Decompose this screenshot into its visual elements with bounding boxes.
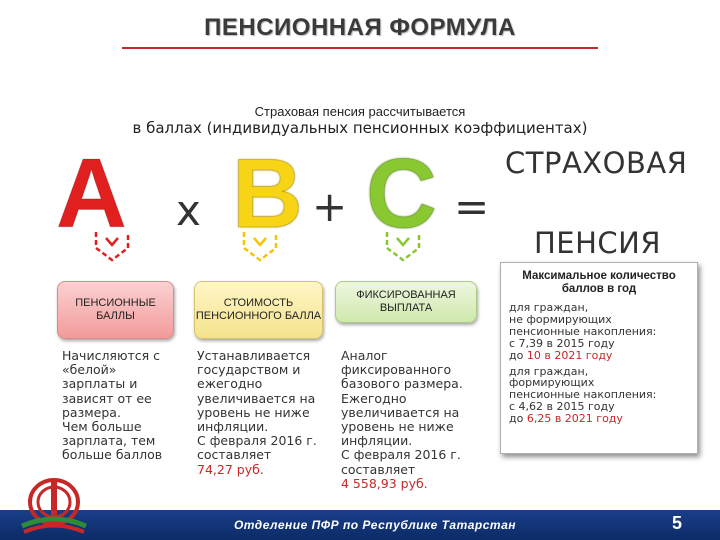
desc-line: государством и [197,362,301,378]
pfr-logo-icon [18,472,90,536]
page-title: ПЕНСИОННАЯ ФОРМУЛА [204,14,516,41]
info-line-highlight [509,413,693,425]
description-pension-points [62,349,182,463]
subtitle-line-1: Страховая пенсия рассчитывается [254,104,466,119]
desc-line: Ежегодно [341,390,407,406]
desc-line: размера. [62,404,121,420]
desc-line: «белой» [62,362,117,378]
description-fixed-payment [341,349,481,491]
desc-line: Устанавливается [197,348,311,363]
desc-line: инфляции. [341,433,413,449]
info-box-title: Максимальное количество баллов в год [522,270,676,295]
label-point-cost-text: СТОИМОСТЬ ПЕНСИОННОГО БАЛЛА [195,297,322,322]
desc-line: увеличивается на [197,390,316,406]
info-box-body [509,302,693,425]
title-underline [122,47,598,49]
description-point-cost [197,349,332,477]
brace-down-icon-b [240,226,280,266]
info-prefix: до [509,348,527,362]
info-prefix: до [509,412,527,426]
subtitle-line-2: в баллах (индивидуальных пенсионных коэффициентах) [132,119,588,137]
point-cost-value: 74,27 руб. [197,461,264,477]
desc-line: составляет [341,461,416,477]
desc-line: фиксированного [341,362,452,378]
info-line: с 4,62 в 2015 году [509,400,615,414]
footer-organization: Отделение ПФР по Республике Татарстан [233,518,517,532]
desc-line: уровень не ниже [197,404,310,420]
desc-line: уровень не ниже [341,419,454,435]
formula-equals-sign: = [454,182,490,231]
label-pension-points-text: ПЕНСИОННЫЕ БАЛЛЫ [75,297,156,322]
info-line: не формирующих [509,312,612,326]
formula-result-line-2: ПЕНСИЯ [534,226,662,254]
desc-line: Чем больше [62,419,142,435]
info-line: для граждан, [509,364,589,378]
label-fixed-payment-text: ФИКСИРОВАННАЯ ВЫПЛАТА [356,289,456,314]
formula-times-sign: х [176,186,201,235]
desc-line: зарплата, тем [62,433,156,449]
desc-line: базового размера. [341,376,463,392]
desc-line: С февраля 2016 г. [341,447,461,463]
desc-line: инфляции. [197,419,269,435]
desc-line: ежегодно [197,376,263,392]
brace-down-icon-a [92,226,132,266]
info-line: пенсионные накопления: [509,324,657,338]
info-line: пенсионные накопления: [509,388,657,402]
info-value-forming: 6,25 в 2021 году [526,412,623,426]
desc-line: Начисляются с [62,348,160,363]
formula-plus-sign: + [312,182,348,231]
info-line: для граждан, [509,301,589,314]
desc-line: Аналог [341,348,388,363]
desc-line: увеличивается на [341,404,460,420]
formula-result-line-1: СТРАХОВАЯ [505,146,688,180]
fixed-payment-value: 4 558,93 руб. [341,475,428,491]
desc-line: больше баллов [62,447,163,463]
desc-line: составляет [197,447,272,463]
page-number: 5 [671,513,682,533]
label-pension-points [57,281,174,339]
info-line-highlight [509,350,693,362]
formula-letter-c: C [366,138,437,248]
desc-line: зависят от ее [62,390,152,406]
formula-letter-a: A [56,138,127,248]
info-value-non-forming: 10 в 2021 году [526,348,613,362]
desc-line: С февраля 2016 г. [197,433,317,449]
label-fixed-payment [335,281,477,323]
info-line: с 7,39 в 2015 году [509,336,615,350]
label-point-cost [194,281,323,339]
desc-line: зарплаты и [62,376,138,392]
info-line: формирующих [509,376,595,390]
formula-letter-b: B [232,138,303,248]
brace-down-icon-c [383,226,423,266]
